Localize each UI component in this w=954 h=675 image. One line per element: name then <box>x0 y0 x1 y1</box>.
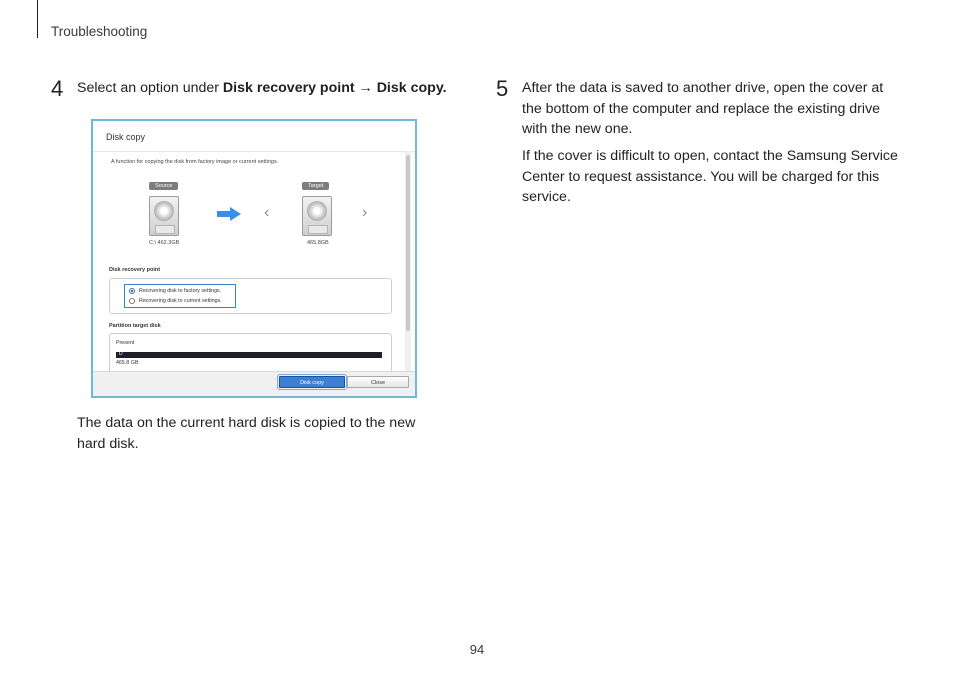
window-description: A function for copying the disk from factory image or current settings. <box>111 159 279 165</box>
step-4-arrow: → <box>354 80 377 96</box>
header-rule <box>37 0 38 38</box>
step-4-bold-diskcopy: Disk copy. <box>376 80 447 96</box>
copy-arrow-icon <box>217 207 241 221</box>
partition-group <box>109 333 392 375</box>
partition-heading: Partition target disk <box>109 323 161 329</box>
option-current-label: Recovering disk to current settings. <box>139 298 222 304</box>
target-disk-icon <box>302 196 332 236</box>
present-label: Present <box>116 340 135 346</box>
option-factory[interactable] <box>129 288 221 294</box>
source-disk-icon <box>149 196 179 236</box>
recovery-options-group <box>109 278 392 314</box>
partition-bar[interactable] <box>116 352 382 358</box>
source-tag: Source <box>149 182 178 190</box>
page-number: 94 <box>469 642 485 657</box>
source-size: C:\ 462.3GB <box>149 240 180 246</box>
step-4-result: The data on the current hard disk is copied to the new hard disk. <box>77 415 416 452</box>
step-4-bold-recovery: Disk recovery point <box>222 80 355 96</box>
window-title: Disk copy <box>106 132 146 142</box>
option-factory-label: Recovering disk to factory settings. <box>139 288 222 294</box>
disk-copy-button[interactable]: Disk copy <box>279 376 345 388</box>
recovery-options-focus <box>124 284 236 308</box>
step-5-note: If the cover is difficult to open, contact the Samsung Service Center to request assistance. You will be charged for this service. <box>522 148 898 205</box>
step-4-prefix: Select an option under <box>77 80 223 96</box>
step-5-number: 5 <box>496 76 509 101</box>
step-5-instruction: After the data is saved to another drive, open the cover at the bottom of the computer and replace the existing drive with the new one. <box>522 80 884 137</box>
target-tag: Target <box>302 182 329 190</box>
step-4-number: 4 <box>51 76 64 101</box>
radio-factory[interactable] <box>129 288 135 294</box>
target-size: 465.8GB <box>307 240 329 246</box>
disk-copy-screenshot <box>91 119 417 398</box>
radio-current[interactable] <box>129 298 135 304</box>
chevron-left-icon[interactable]: ‹ <box>264 204 270 221</box>
chevron-right-icon[interactable]: › <box>362 204 368 221</box>
close-button[interactable]: Close <box>347 376 409 388</box>
partition-bar-label: D <box>119 351 123 357</box>
option-current[interactable] <box>129 298 222 304</box>
recovery-heading: Disk recovery point <box>109 267 161 273</box>
partition-size: 465.8 GB <box>116 360 139 366</box>
scrollbar-thumb[interactable] <box>406 155 410 331</box>
title-divider <box>93 151 415 152</box>
section-header: Troubleshooting <box>51 24 148 39</box>
step-4-instruction <box>77 78 457 99</box>
